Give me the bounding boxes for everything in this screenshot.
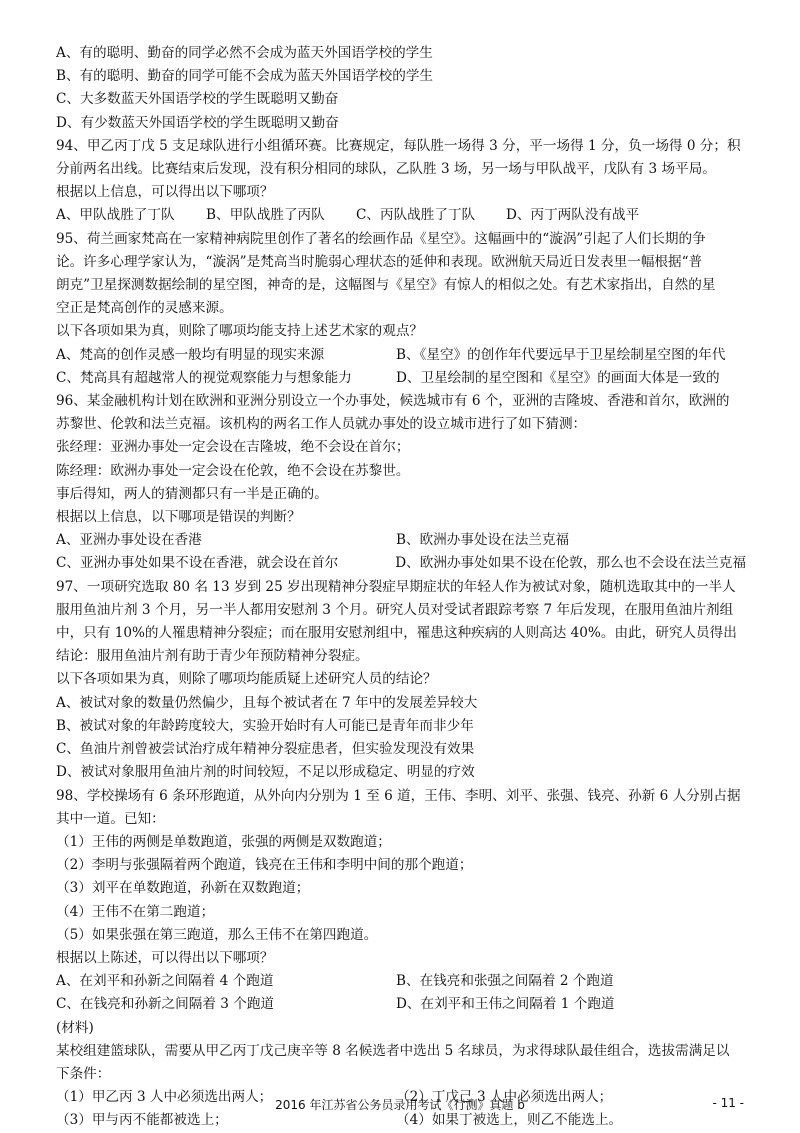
options-row: [56, 993, 746, 1016]
option-b: B、被试对象的年龄跨度较大，实验开始时有人可能已是青年而非少年: [56, 717, 474, 734]
question-text: 95、荷兰画家梵高在一家精神病院里创作了著名的绘画作品《星空》。这幅画中的“漩涡”引起了人们长期的争: [56, 230, 706, 247]
option-a: A、梵高的创作灵感一般均有明显的现实来源: [56, 346, 325, 363]
question-text: 事后得知，两人的猜测都只有一半是正确的。: [56, 485, 328, 502]
question-text: 97、一项研究选取 80 名 13 岁到 25 岁出现精神分裂症早期症状的年轻人作为被试对象，随机选取其中的一半人: [56, 578, 736, 595]
question-text: 张经理：亚洲办事处一定会设在吉隆坡，绝不会设在首尔；: [56, 439, 410, 456]
question-94: [56, 135, 746, 228]
question-prompt: 根据以上陈述，可以得出以下哪项？: [56, 949, 274, 966]
condition: （1）甲乙丙 3 人中必须选出两人；: [56, 1089, 273, 1106]
question-text: 中，只有 10%的人罹患精神分裂症；而在服用安慰剂组中，罹患这种疾病的人则高达 40%。由此，研究人员得出: [56, 625, 737, 642]
question-text: 服用鱼油片剂 3 个月，另一半人都用安慰剂 3 个月。研究人员对受试者跟踪考察 7 年后发现，在服用鱼油片剂组: [56, 601, 734, 618]
option-a: A、亚洲办事处设在香港: [56, 532, 202, 549]
question-98: [56, 785, 746, 1017]
option-a: A、甲队战胜了丁队: [56, 207, 175, 224]
footer-title: 2016 年江苏省公务员录用考试《行测》真题 b: [275, 1098, 525, 1112]
options-row: [56, 552, 746, 575]
option-b: B、欧洲办事处设在法兰克福: [396, 532, 570, 549]
option-c: C、鱼油片剂曾被尝试治疗成年精神分裂症患者，但实验发现没有效果: [56, 741, 475, 758]
option-a: A、在刘平和孙新之间隔着 4 个跑道: [56, 973, 274, 990]
question-text: 96、某金融机构计划在欧洲和亚洲分别设立一个办事处，候选城市有 6 个，亚洲的吉隆坡、香港和首尔，欧洲的: [56, 393, 730, 410]
material-text: 某校组建篮球队，需要从甲乙丙丁戊己庚辛等 8 名候选者中选出 5 名球员，为求得球队最佳组合，选拔需满足以: [56, 1042, 730, 1059]
options-row: [56, 367, 746, 390]
option-b: B、在钱亮和张强之间隔着 2 个跑道: [396, 973, 614, 990]
question-97: [56, 576, 746, 785]
question-text: 结论：服用鱼油片剂有助于青少年预防精神分裂症。: [56, 648, 369, 665]
condition: （3）甲与丙不能都被选上；: [56, 1112, 228, 1129]
condition: （4）如果丁被选上，则乙不能选上。: [396, 1112, 623, 1129]
option-d: D、被试对象服用鱼油片剂的时间较短，不足以形成稳定、明显的疗效: [56, 764, 475, 781]
option-d: D、丙丁两队没有战平: [506, 207, 640, 224]
document-body: [56, 42, 746, 1133]
option-d: D、欧洲办事处如果不设在伦敦，那么也不会设在法兰克福: [395, 555, 746, 572]
options-row: [56, 204, 746, 227]
option-c: C、梵高具有超越常人的视觉观察能力与想象能力: [56, 369, 352, 386]
question-text: 分前两名出线。比赛结束后发现，没有积分相同的球队，乙队胜 3 场，另一场与甲队战平，戊队有 3 场平局。: [56, 161, 716, 178]
option-c: C、在钱亮和孙新之间隔着 3 个跑道: [56, 996, 275, 1013]
options-row: [56, 344, 746, 367]
question-93-options: [56, 42, 746, 135]
option-b: B、《星空》的创作年代要远早于卫星绘制星空图的年代: [396, 346, 726, 363]
question-text: 陈经理：欧洲办事处一定会设在伦敦，绝不会设在苏黎世。: [56, 462, 410, 479]
material-heading: (材料): [56, 1019, 94, 1036]
option-b: B、甲队战胜了丙队: [206, 207, 325, 224]
option-d: D、在刘平和王伟之间隔着 1 个跑道: [396, 996, 615, 1013]
options-row: [56, 970, 746, 993]
question-text: 94、甲乙丙丁戊 5 支足球队进行小组循环赛。比赛规定，每队胜一场得 3 分，平一场得 1 分，负一场得 0 分；积: [56, 137, 741, 154]
question-text: 苏黎世、伦敦和法兰克福。该机构的两名工作人员就办事处的设立城市进行了如下猜测：: [56, 416, 587, 433]
page-number: - 11 -: [712, 1096, 744, 1110]
condition: （1）王伟的两侧是单数跑道，张强的两侧是双数跑道；: [56, 833, 391, 850]
option-c: C、亚洲办事处如果不设在香港，就会设在首尔: [56, 555, 339, 572]
option-c: C、丙队战胜了丁队: [356, 207, 476, 224]
question-prompt: 根据以上信息，以下哪项是错误的判断？: [56, 509, 301, 526]
condition: （4）王伟不在第二跑道；: [56, 903, 215, 920]
option-a: A、有的聪明、勤奋的同学必然不会成为蓝天外国语学校的学生: [56, 45, 433, 61]
condition: （3）刘平在单数跑道，孙新在双数跑道；: [56, 880, 310, 897]
condition: （5）如果张强在第三跑道，那么王伟不在第四跑道。: [56, 926, 378, 943]
question-prompt: 以下各项如果为真，则除了哪项均能支持上述艺术家的观点？: [56, 323, 424, 340]
material-text: 下条件：: [56, 1065, 111, 1082]
question-text: 朗克”卫星探测数据绘制的星空图，神奇的是，这幅图与《星空》有惊人的相似之处。有艺术家指出，自然的星: [56, 277, 716, 294]
question-text: 空正是梵高创作的灵感来源。: [56, 300, 233, 317]
question-96: [56, 390, 746, 576]
question-text: 论。许多心理学家认为，“漩涡”是梵高当时脆弱心理状态的延伸和表现。欧洲航天局近日发表里一幅根据“普: [56, 253, 703, 270]
option-b: B、有的聪明、勤奋的同学可能不会成为蓝天外国语学校的学生: [56, 68, 434, 85]
question-text: 其中一道。已知：: [56, 810, 165, 827]
option-a: A、被试对象的数量仍然偏少，且每个被试者在 7 年中的发展差异较大: [56, 694, 478, 711]
option-c: C、大多数蓝天外国语学校的学生既聪明又勤奋: [56, 91, 339, 108]
option-d: D、有少数蓝天外国语学校的学生既聪明又勤奋: [56, 114, 339, 131]
condition: （2）李明与张强隔着两个跑道，钱亮在王伟和李明中间的那个跑道；: [56, 857, 473, 874]
question-text: 98、学校操场有 6 条环形跑道，从外向内分别为 1 至 6 道，王伟、李明、刘平、张强、钱亮、孙新 6 人分别占据: [56, 787, 741, 804]
question-prompt: 根据以上信息，可以得出以下哪项？: [56, 184, 274, 201]
option-d: D、卫星绘制的星空图和《星空》的画面大体是一致的: [396, 369, 720, 386]
question-prompt: 以下各项如果为真，则除了哪项均能质疑上述研究人员的结论？: [56, 671, 437, 688]
options-row: [56, 529, 746, 552]
material-section: [56, 1017, 746, 1133]
condition: （2）丁戊己 3 人中必须选出两人；: [396, 1089, 613, 1106]
question-95: [56, 228, 746, 390]
